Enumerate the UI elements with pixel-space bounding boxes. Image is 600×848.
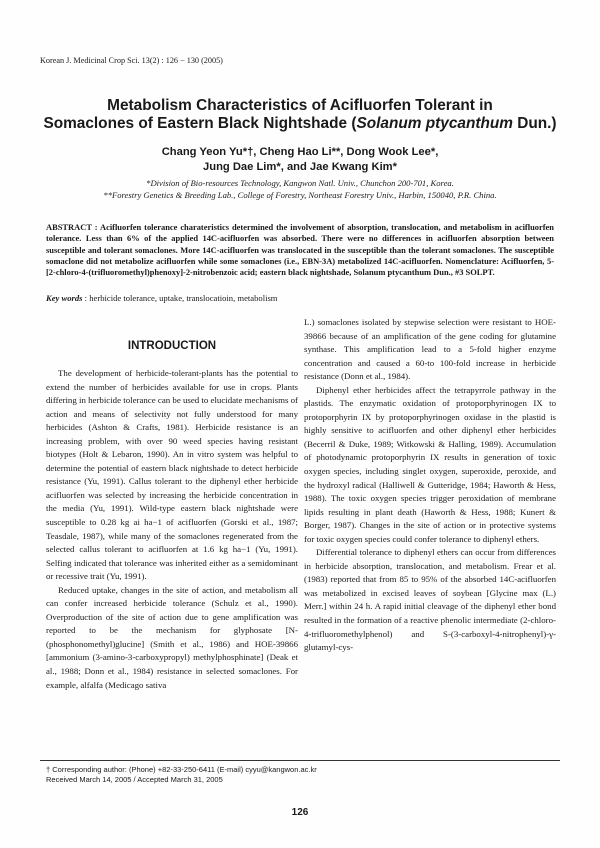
intro-column-left [46,367,298,692]
paragraph: Differential tolerance to diphenyl ethers can occur from differences in herbicide absorption, translocation, and metabolism. Frear et al. (1983) reported that from 85 to 95% of the absorbed 14C-acifluorfen was metabolized in excised leaves of soybean [Glycine max (L.) Merr.] within 24 h. A rapid initial cleavage of the diphenyl ether bond resulted in the formation of a reactive phenolic intermediate (2-chloro-4-trifluoromethylphenol) and S-(3-carboxyl-4-nitrophenyl)-γ-glutamyl-cys- [304,547,556,653]
paper-title [40,97,560,133]
paragraph: L.) somaclones isolated by stepwise selection were resistant to HOE-39866 because of an amplification of the gene coding for glutamine synthase. This amplification lead to a 5-fold higher enzyme concentration and caused a 60-to 100-fold increase in herbicide resistance (Donn et al., 1984). [304,317,556,382]
keywords [46,293,554,303]
title-line-2 [40,115,560,133]
abstract: ABSTRACT : Acifluorfen tolerance charateristics determined the involvement of absorption, translocation, and metabolism in acifluorfen tolerance. Less than 6% of the applied 14C-acifluorfen was absorbed. There were no differences in acifluorfen absorption between susceptible and tolerant somaclones. More 14C-acifluorfen was translocated in the susceptible than the tolerant somaclones. The susceptible somaclone did not metabolize acifluorfen while some somaclones (i.e., EBN-3A) metabolized 14C-acifluorfen. Nomenclature: Acifluorfen, 5-[2-chloro-4-(trifluoromethyl)phenoxy]-2-nitrobenzoic acid; eastern black nightshade, Solanum ptycanthum Dun., #3 SOLPT. [46,222,554,278]
section-heading-introduction: INTRODUCTION [127,340,217,352]
keywords-label: Key words [46,293,83,303]
corresponding-author-note: † Corresponding author: (Phone) +82-33-250-6411 (E-mail) cyyu@kangwon.ac.kr [46,765,317,774]
paragraph: The development of herbicide-tolerant-plants has the potential to extend the number of herbicides available for use in crops. Plants differing in herbicide tolerance can be used to elucidate mechanisms of action and means of selectivity not fully understood for many herbicides (Ashton & Crafts, 1981). Herbicide resistance is an increasing problem, with over 90 weed species having resistant biotypes (Holt & Lebaron, 1990). An in vitro system was helpful to determine the potential of eastern black nightshade to detect herbicide resistance (Yu, 1991). Callus tolerant to the diphenyl ether herbicide acifluorfen was selected by increasing the herbicide concentration in the media (Yu, 1991). Wild-type eastern black nightshade were susceptible to 0.28 kg ai ha−1 of acifluorfen (Gorski et al., 1987; Teasdale, 1987), while many of the somaclones regenerated from the selected callus tolerant to acifluorfen at 1.6 kg ha−1 (Yu, 1991). Selfing indicated that tolerance was inherited either as a semidominant or recessive trait (Yu, 1991). [46,368,298,582]
title-line-2-start: Somaclones of Eastern Black Nightshade ( [43,115,357,132]
intro-column-right [304,316,556,655]
affiliation-1: *Division of Bio-resources Technology, Kangwon Natl. Univ., Chunchon 200-701, Korea. [146,178,454,188]
affiliation-2: **Forestry Genetics & Breeding Lab., College of Forestry, Northeast Forestry Univ., Harbin, 150040, P.R. China. [103,189,497,200]
paragraph: Reduced uptake, changes in the site of action, and metabolism all can confer increased herbicide tolerance (Schulz et al., 1990). Overproduction of the site of action due to gene amplification was reported to be the mechanism for glyphosate [N-(phosphonomethyl)glucine] (Smith et al., 1986) and HOE-39866 [ammonium (3-amino-3-carboxypropyl) methylphosphinate] (Deak et al., 1988; Donn et al., 1984) resistance in selected somaclones. For example, alfalfa (Medicago sativa [46,584,298,690]
title-line-2-end: Dun.) [512,115,557,132]
title-line-1: Metabolism Characteristics of Acifluorfen Tolerant in [107,97,493,114]
keywords-text: : herbicide tolerance, uptake, translocatioin, metabolism [82,293,278,303]
author-line-1: Chang Yeon Yu*†, Cheng Hao Li**, Dong Wook Lee*, [161,146,439,158]
journal-citation: Korean J. Medicinal Crop Sci. 13(2) : 126 − 130 (2005) [40,56,223,65]
footnote-divider [40,760,560,761]
title-species: Solanum ptycanthum [356,115,513,132]
author-line-2: Jung Dae Lim*, and Jae Kwang Kim* [203,161,397,173]
paragraph: Diphenyl ether herbicides affect the tetrapyrrole pathway in the plastids. The enzymatic oxidation of protoporphyrinogen IX to protoporphyrin IX by protoporphyrinogen oxidase in the plastid is highly sensitive to acifluorfen and other diphenyl ether herbicides (Becerril & Duke, 1989; Witkowski & Halling, 1989). Accumulation of photodynamic protoporphyrin IX results in generation of toxic oxygen species, including singlet oxygen, superoxide, peroxide, and the hydroxyl radical (Halliwell & Gutteridge, 1984; Haworth & Hess, 1988). The toxic oxygen species trigger peroxidation of membrane lipids resulting in plant death (Haworth & Hess, 1988; Kunert & Borger, 1987). Changes in the site of action or in protective systems for toxic oxygen species could confer tolerance to diphenyl ethers. [304,384,556,544]
footnotes [46,765,317,785]
affiliations [40,178,560,201]
page-number: 126 [291,807,309,818]
author-list [40,145,560,175]
received-accepted-note: Received March 14, 2005 / Accepted March 31, 2005 [46,775,223,784]
